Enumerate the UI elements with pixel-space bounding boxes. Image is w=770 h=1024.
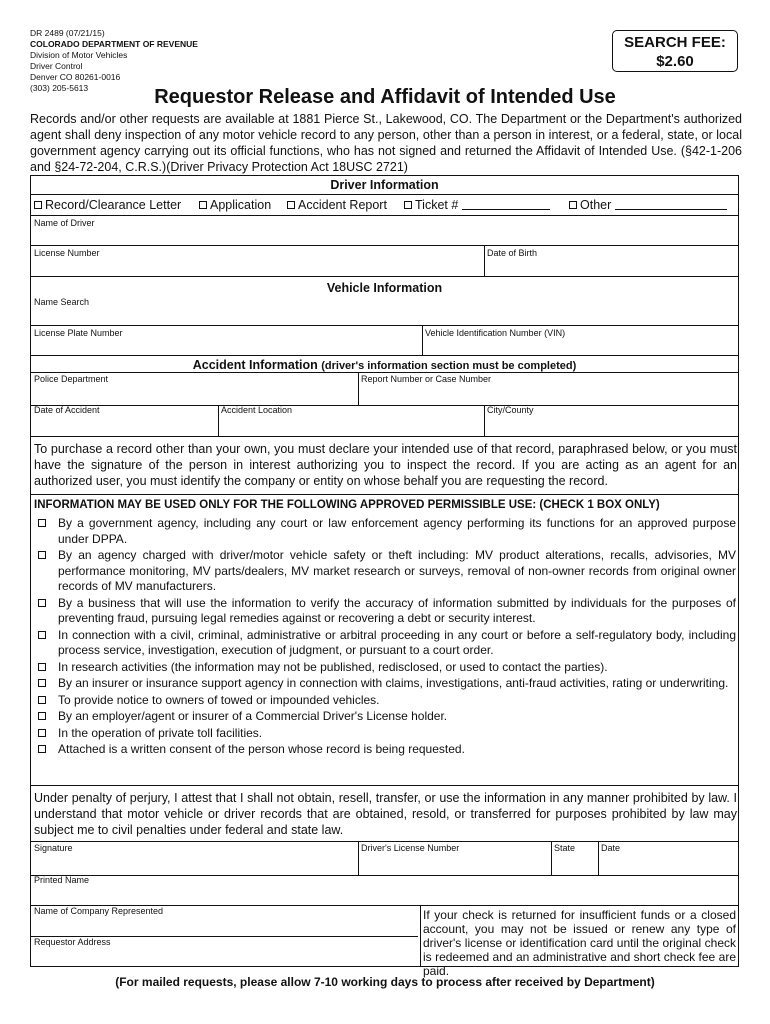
checkbox[interactable]: [38, 519, 46, 527]
intended-use-instructions: To purchase a record other than your own, you must declare your intended use of that record, paraphrased below, or you must have the signature of the person in interest authorizing you to inspect the record. If you are acting as an agent for an authorized user, you must identify the company or entity on whose behalf you are requesting the record.: [34, 442, 737, 488]
permissible-use-item[interactable]: By an insurer or insurance support agency in connection with claims, investigations, anti-fraud activities, rating or underwriting.: [36, 676, 736, 692]
checkbox[interactable]: [199, 201, 207, 209]
checkbox[interactable]: [38, 551, 46, 559]
option-ticket[interactable]: Ticket #: [404, 198, 550, 212]
state-field[interactable]: State: [554, 843, 576, 853]
company-name-field[interactable]: Name of Company Represented: [34, 906, 164, 916]
page-title: Requestor Release and Affidavit of Intended Use: [154, 86, 616, 108]
permissible-use-item[interactable]: By an employer/agent or insurer of a Commercial Driver's License holder.: [36, 709, 736, 725]
checkbox[interactable]: [38, 679, 46, 687]
section-name: Driver Control: [30, 61, 83, 71]
other-field[interactable]: [615, 199, 727, 210]
permissible-use-item[interactable]: Attached is a written consent of the person whose record is being requested.: [36, 742, 736, 758]
accident-heading-note: (driver's information section must be completed): [321, 360, 577, 372]
checkbox[interactable]: [38, 599, 46, 607]
fee-amount: $2.60: [656, 53, 694, 70]
request-form: [30, 175, 739, 978]
option-accident-report[interactable]: Accident Report: [287, 198, 387, 212]
form-header-info: [30, 28, 198, 94]
search-fee-box: [612, 30, 738, 72]
city-county-field[interactable]: City/County: [487, 405, 534, 415]
checkbox[interactable]: [38, 745, 46, 753]
checkbox[interactable]: [38, 631, 46, 639]
checkbox[interactable]: [34, 201, 42, 209]
date-of-birth-field[interactable]: Date of Birth: [487, 248, 538, 258]
department-name: COLORADO DEPARTMENT OF REVENUE: [30, 39, 198, 49]
drivers-license-number-field[interactable]: Driver's License Number: [361, 843, 460, 853]
signature-date-field[interactable]: Date: [601, 843, 621, 853]
permissible-use-list: [36, 516, 736, 759]
driver-name-field[interactable]: Name of Driver: [34, 218, 95, 228]
insufficient-funds-notice: If your check is returned for insufficient funds or a closed account, you may not be issued or renew any type of driver's license or identification card until the original check is redeemed and an administrative and short check fee are paid.: [423, 908, 736, 978]
permissible-use-heading: INFORMATION MAY BE USED ONLY FOR THE FOLLOWING APPROVED PERMISSIBLE USE: (CHECK 1 BOX ONLY): [34, 499, 660, 511]
checkbox[interactable]: [569, 201, 577, 209]
checkbox[interactable]: [404, 201, 412, 209]
police-department-field[interactable]: Police Department: [34, 374, 109, 384]
permissible-use-item[interactable]: To provide notice to owners of towed or impounded vehicles.: [36, 693, 736, 709]
intro-paragraph: Records and/or other requests are available at 1881 Pierce St., Lakewood, CO. The Department or the Department's authorized agent shall deny inspection of any motor vehicle record to any person, other than a person in interest, or a federal, state, or local government agency carrying out its official functions, who has not signed and returned the Affidavit of Intended Use. (§42-1-206 and §24-72-204, C.R.S.)(Driver Privacy Protection Act 18USC 2721): [30, 112, 742, 174]
requestor-address-field[interactable]: Requestor Address: [34, 937, 111, 947]
accident-location-field[interactable]: Accident Location: [221, 405, 293, 415]
permissible-use-item[interactable]: In the operation of private toll facilities.: [36, 726, 736, 742]
permissible-use-item[interactable]: By an agency charged with driver/motor vehicle safety or theft including: MV product alterations, recalls, advisories, MV performance monitoring, MV parts/dealers, MV market research or surveys, removal of non-owner records from original owner records of MV manufacturers.: [36, 548, 736, 595]
city-address: Denver CO 80261-0016: [30, 72, 121, 82]
division-name: Division of Motor Vehicles: [30, 50, 128, 60]
checkbox[interactable]: [38, 712, 46, 720]
mailed-requests-note: (For mailed requests, please allow 7-10 working days to process after received by Department): [115, 975, 655, 989]
perjury-statement: Under penalty of perjury, I attest that I shall not obtain, resell, transfer, or use the information in any manner prohibited by law. I understand that motor vehicle or driver records that are obtained, resold, or transferred for purposes prohibited by law may subject me to civil penalties under federal and state law.: [34, 791, 737, 837]
driver-section-heading: Driver Information: [330, 178, 439, 192]
name-search-field[interactable]: Name Search: [34, 297, 90, 307]
signature-field[interactable]: Signature: [34, 843, 73, 853]
vehicle-section-heading: Vehicle Information: [326, 281, 443, 295]
report-number-field[interactable]: Report Number or Case Number: [361, 374, 492, 384]
license-plate-field[interactable]: License Plate Number: [34, 328, 123, 338]
accident-date-field[interactable]: Date of Accident: [34, 405, 100, 415]
accident-section-heading: Accident Information (driver's information section must be completed): [192, 358, 577, 372]
vin-field[interactable]: Vehicle Identification Number (VIN): [425, 328, 566, 338]
permissible-use-item[interactable]: By a business that will use the information to verify the accuracy of information submitted by individuals for the purposes of preventing fraud, pursuing legal remedies against or recovering a debt or security interest.: [36, 596, 736, 627]
fee-label: SEARCH FEE:: [624, 34, 726, 51]
permissible-use-item[interactable]: In connection with a civil, criminal, administrative or arbitral proceeding in any court or before a self-regulatory body, including process service, investigation, execution of judgment, or pursuant to a court order.: [36, 628, 736, 659]
form-number: DR 2489 (07/21/15): [30, 28, 105, 38]
printed-name-field[interactable]: Printed Name: [34, 875, 90, 885]
checkbox[interactable]: [38, 663, 46, 671]
ticket-number-field[interactable]: [462, 199, 550, 210]
license-number-field[interactable]: License Number: [34, 248, 100, 258]
option-other[interactable]: Other: [569, 198, 727, 212]
checkbox[interactable]: [38, 696, 46, 704]
permissible-use-item[interactable]: By a government agency, including any court or law enforcement agency performing its functions for an approved purpose under DPPA.: [36, 516, 736, 547]
checkbox[interactable]: [287, 201, 295, 209]
option-application[interactable]: Application: [199, 198, 271, 212]
permissible-use-item[interactable]: In research activities (the information may not be published, redisclosed, or used to contact the parties).: [36, 660, 736, 676]
checkbox[interactable]: [38, 729, 46, 737]
option-record-clearance[interactable]: Record/Clearance Letter: [34, 198, 181, 212]
phone-number: (303) 205-5613: [30, 83, 89, 93]
